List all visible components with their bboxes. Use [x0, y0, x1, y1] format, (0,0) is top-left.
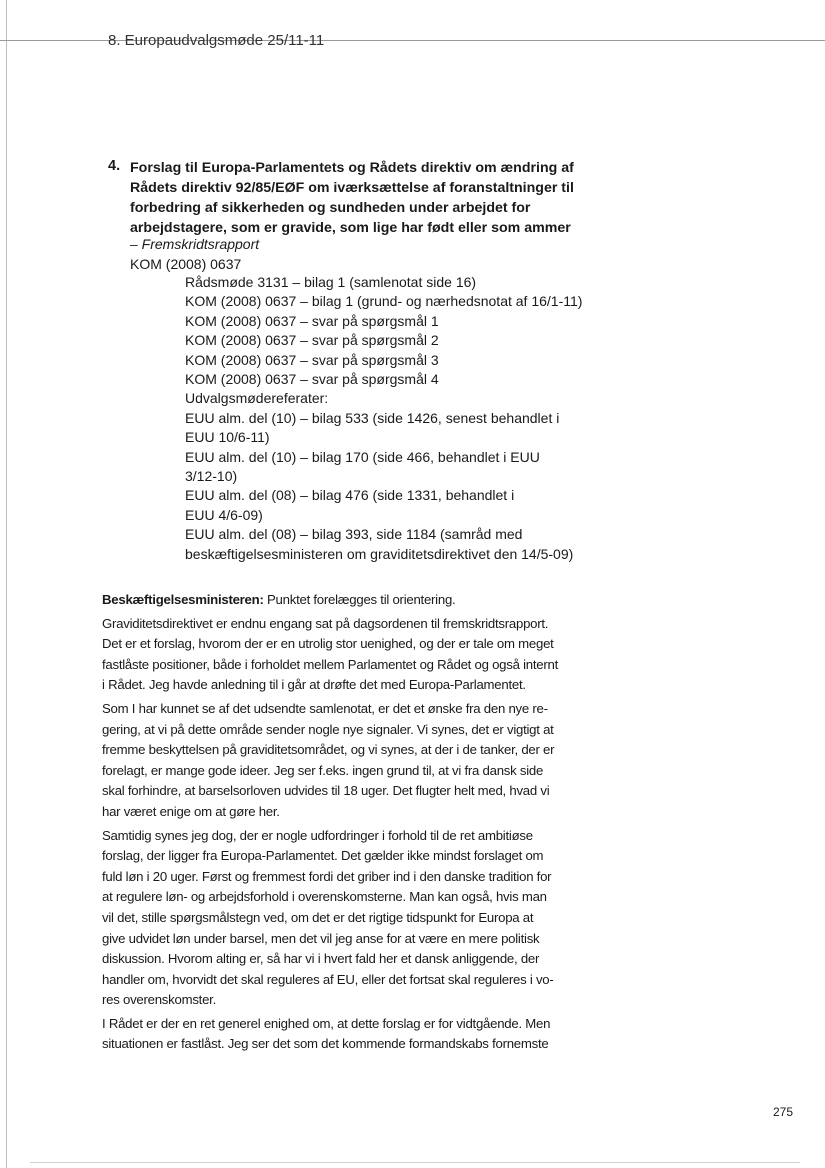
speech-paragraph — [102, 1014, 592, 1055]
text-line: Samtidig synes jeg dog, der er nogle udfordringer i forhold til de ret ambitiøse — [102, 827, 533, 843]
reference-line: EUU alm. del (08) – bilag 393, side 1184 (samråd med — [185, 526, 523, 543]
footer-rule — [30, 1162, 800, 1163]
title-line: forbedring af sikkerheden og sundheden under arbejdet for — [130, 200, 531, 216]
text-line: vil det, stille spørgsmålstegn ved, om det er det rigtige tidspunkt for Europa at — [102, 909, 534, 925]
text-line: Som I har kunnet se af det udsendte samlenotat, er det et ønske fra den nye re- — [102, 700, 548, 716]
speaker-name: Beskæftigelsesministeren: — [102, 592, 264, 607]
reference-line: EUU 10/6-11) — [185, 429, 270, 446]
speech-body — [102, 590, 592, 1058]
title-line: arbejdstagere, som er gravide, som lige har født eller som ammer — [130, 220, 571, 236]
reference-line: KOM (2008) 0637 – svar på spørgsmål 3 — [185, 351, 439, 368]
text-line: res overenskomster. — [102, 992, 216, 1008]
text-line: I Rådet er der en ret generel enighed om, at dette forslag er for vidtgående. Men — [102, 1015, 551, 1031]
speech-intro — [102, 590, 592, 611]
reference-line: Udvalgsmødereferater: — [185, 390, 329, 407]
reference-line: beskæftigelsesministeren om graviditetsdirektivet den 14/5-09) — [185, 545, 574, 562]
text-line: give udvidet løn under barsel, men det vil jeg anse for at være en mere politisk — [102, 930, 540, 946]
text-line: fuld løn i 20 uger. Først og fremmest fordi det griber ind i den danske tradition for — [102, 868, 552, 884]
speaker-statement: Punktet forelægges til orientering. — [263, 592, 456, 607]
text-line: situationen er fastlåst. Jeg ser det som det kommende formandskabs fornemste — [102, 1036, 549, 1052]
text-line: fremme beskyttelsen på graviditetsområdet, og vi synes, at der i de tanker, der er — [102, 742, 555, 758]
title-line: Forslag til Europa-Parlamentets og Rådets direktiv om ændring af — [130, 160, 574, 176]
agenda-item-subtitle: – Fremskridtsrapport — [130, 236, 260, 252]
text-line: fastlåste positioner, både i forholdet mellem Parlamentet og Rådet og også internt — [102, 656, 558, 672]
text-line: Graviditetsdirektivet er endnu engang sat på dagsordenen til fremskridtsrapport. — [102, 615, 549, 631]
page-header: 8. Europaudvalgsmøde 25/11-11 — [108, 32, 325, 49]
text-line: i Rådet. Jeg havde anledning til i går at drøfte det med Europa-Parlamentet. — [102, 677, 526, 693]
reference-line: KOM (2008) 0637 – svar på spørgsmål 1 — [185, 312, 439, 329]
reference-line: EUU alm. del (10) – bilag 533 (side 1426, senest behandlet i — [185, 409, 560, 426]
text-line: har været enige om at gøre her. — [102, 803, 280, 819]
speech-paragraph — [102, 699, 592, 823]
speech-paragraph — [102, 614, 592, 696]
page-number: 275 — [773, 1105, 794, 1119]
agenda-item-kom-number: KOM (2008) 0637 — [130, 256, 242, 272]
reference-line: KOM (2008) 0637 – bilag 1 (grund- og nærhedsnotat af 16/1-11) — [185, 293, 583, 310]
text-line: forelagt, er mange gode ideer. Jeg ser f.eks. ingen grund til, at vi fra dansk side — [102, 762, 544, 778]
reference-list — [185, 273, 605, 564]
agenda-item-title — [130, 158, 600, 238]
title-line: Rådets direktiv 92/85/EØF om iværksættelse af foranstaltninger til — [130, 180, 574, 196]
text-line: forslag, der ligger fra Europa-Parlamentet. Det gælder ikke mindst forslaget om — [102, 848, 544, 864]
text-line: at regulere løn- og arbejdsforhold i overenskomsterne. Man kan også, hvis man — [102, 889, 547, 905]
reference-line: EUU alm. del (08) – bilag 476 (side 1331, behandlet i — [185, 487, 515, 504]
reference-line: EUU 4/6-09) — [185, 506, 263, 523]
text-line: Det er et forslag, hvorom der er en utrolig stor uenighed, og der er tale om meget — [102, 636, 554, 652]
text-line: handler om, hvorvidt det skal reguleres af EU, eller det fortsat skal reguleres i vo- — [102, 971, 554, 987]
reference-line: Rådsmøde 3131 – bilag 1 (samlenotat side 16) — [185, 274, 477, 290]
reference-line: 3/12-10) — [185, 468, 238, 485]
reference-line: EUU alm. del (10) – bilag 170 (side 466, behandlet i EUU — [185, 448, 540, 465]
speech-paragraph — [102, 826, 592, 1011]
page-edge-line — [6, 0, 7, 1168]
text-line: gering, at vi på dette område sender nogle nye signaler. Vi synes, det er vigtigt at — [102, 721, 554, 737]
reference-line: KOM (2008) 0637 – svar på spørgsmål 2 — [185, 332, 439, 349]
reference-line: KOM (2008) 0637 – svar på spørgsmål 4 — [185, 371, 439, 388]
text-line: skal forhindre, at barselsorloven udvides til 18 uger. Det flugter helt med, hvad vi — [102, 783, 550, 799]
agenda-item-number: 4. — [108, 158, 121, 174]
text-line: diskussion. Hvorom alting er, så har vi i hvert fald her et dansk anliggende, der — [102, 951, 540, 967]
